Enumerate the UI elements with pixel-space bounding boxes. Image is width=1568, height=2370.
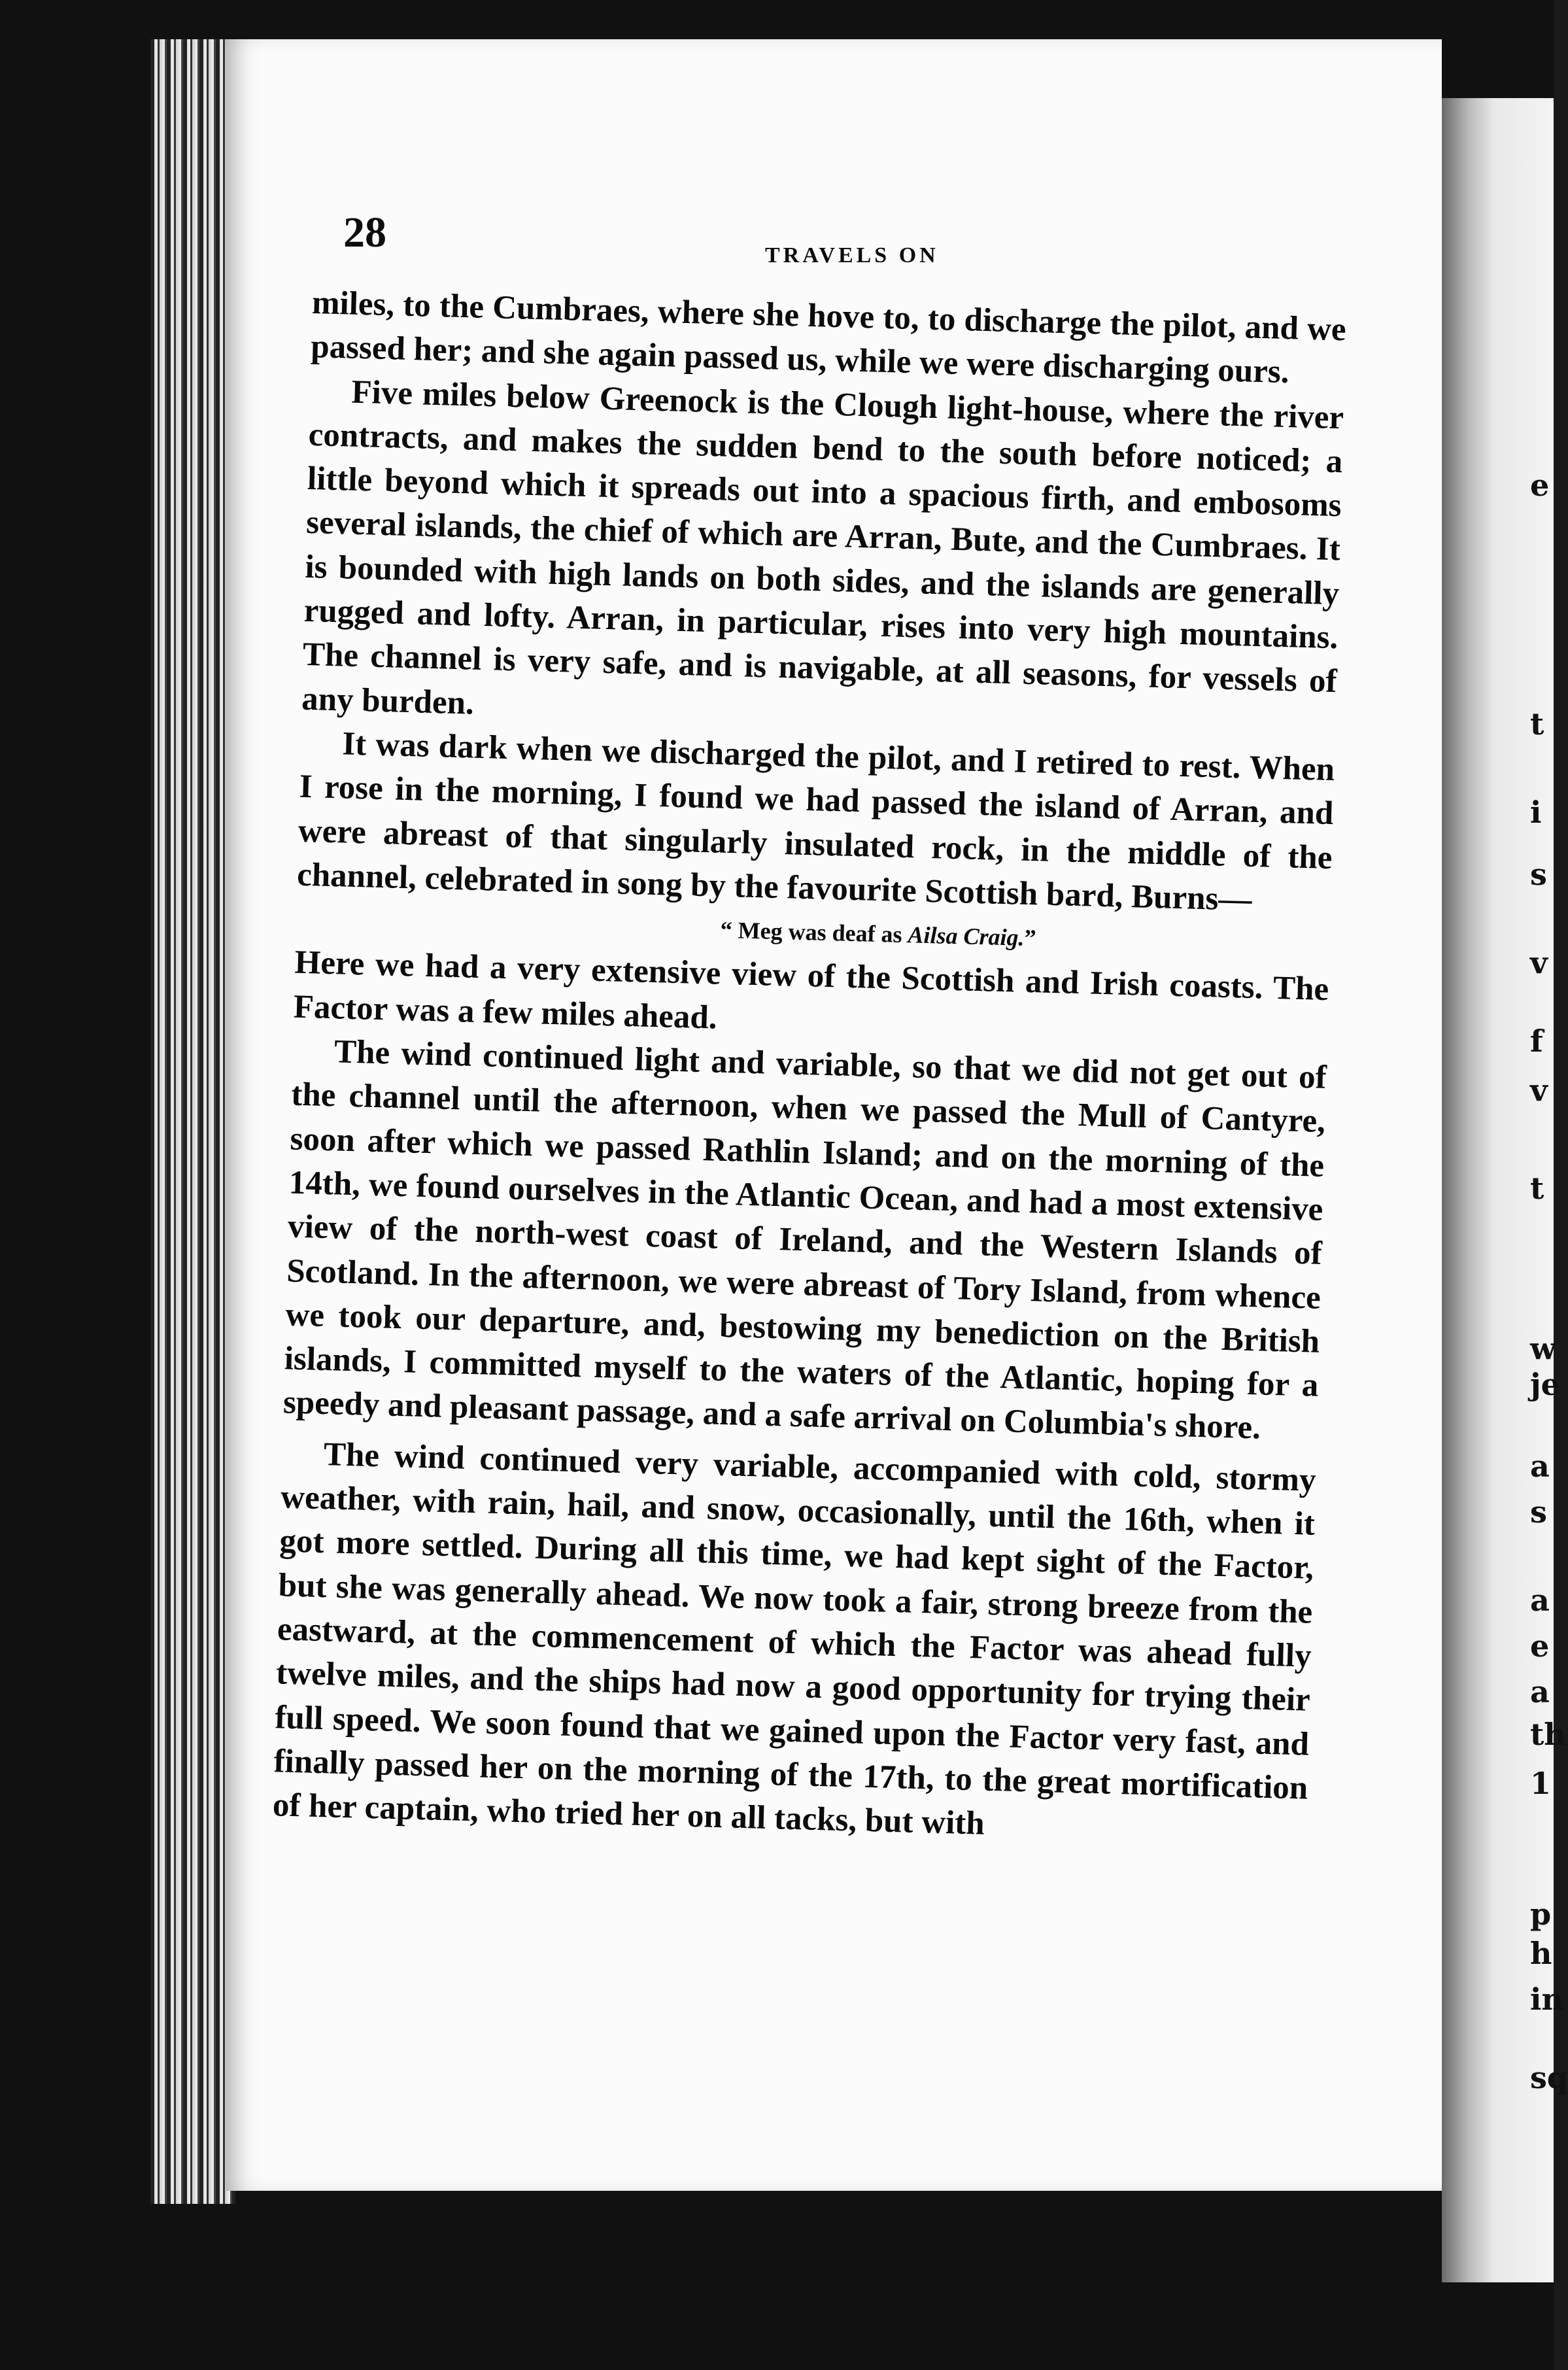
- facing-page-fragment: v: [1530, 1073, 1548, 1108]
- facing-page-text-fragments: [1530, 0, 1568, 2370]
- quote-close: ”: [1024, 925, 1037, 952]
- facing-page-fragment: je: [1530, 1367, 1560, 1402]
- body-text: [272, 281, 1346, 1855]
- facing-page-fragment: in: [1530, 1982, 1563, 2017]
- facing-page-fragment: t: [1530, 706, 1544, 742]
- facing-page-fragment: f: [1530, 1023, 1543, 1059]
- facing-page-fragment: s: [1530, 1494, 1547, 1530]
- facing-page-fragment: e: [1530, 1628, 1550, 1664]
- facing-page-fragment: p: [1530, 1897, 1552, 1932]
- paragraph: The wind continued very variable, accompanied with cold, stormy weather, with rain, hail, and snow, occasionally, until the 16th, when it got more settled. During all this time, we had kept sight of the Factor, but she was generally ahead. We now took a fair, strong breeze from the eastward, at the commencement of which the Factor was ahead fully twelve miles, and the ships had now a good opportunity for trying their full speed. We soon found that we gained upon the Factor very fast, and finally passed her on the morning of the 17th, to the great mortification of her captain, who tried her on all tacks, but with: [272, 1435, 1317, 1842]
- paragraph: The wind continued light and variable, so that we did not get out of the channel until the afternoon, when we passed the Mull of Cantyre, soon after which we passed Rathlin Island; and on the morning of the 14th, we found ourselves in the Atlantic Ocean, and had a most extensive view of the north-west coast of Ireland, and the Western Islands of Scotland. In the afternoon, we were abreast of Tory Island, from whence we took our departure, and, bestowing my benediction on the British islands, I committed myself to the waters of the Atlantic, hoping for a speedy and pleasant passage, and a safe arrival on Columbia's shore.: [282, 1033, 1327, 1447]
- paragraph: miles, to the Cumbraes, where she hove to, to discharge the pilot, and we passed her; and she again passed us, while we were discharging ours.: [310, 284, 1347, 391]
- paragraph: Here we had a very extensive view of the Scottish and Irish coasts. The Factor was a few miles ahead.: [293, 944, 1329, 1037]
- facing-page-fragment: e: [1530, 468, 1550, 503]
- facing-page-fragment: h: [1530, 1936, 1552, 1971]
- facing-page-fragment: 1: [1530, 1766, 1552, 1801]
- facing-page-fragment: i: [1530, 795, 1542, 830]
- facing-page-fragment: w: [1530, 1331, 1556, 1366]
- facing-page-fragment: a: [1530, 1449, 1550, 1484]
- quote-text: “ Meg was deaf as: [720, 916, 909, 948]
- facing-page-fragment: t: [1530, 1171, 1544, 1206]
- paragraph: It was dark when we discharged the pilot, and I retired to rest. When I rose in the morning, I found we had passed the island of Arran, and were abreast of that singularly insulated rock, in the middle of the channel, celebrated in song by the favourite Scottish bard, Burns—: [296, 725, 1335, 918]
- facing-page-fragment: v: [1530, 945, 1548, 980]
- quote-italic-text: Ailsa Craig.: [908, 921, 1025, 951]
- facing-page-fragment: s: [1530, 857, 1547, 892]
- facing-page-fragment: a: [1530, 1583, 1550, 1618]
- facing-page-fragment: th: [1530, 1717, 1566, 1752]
- running-title: TRAVELS ON: [765, 243, 939, 267]
- paragraph: Five miles below Greenock is the Clough light-house, where the river contracts, and makes the sudden bend to the south before noticed; a little beyond which it spreads out into a spacious firth, and embosoms several islands, the chief of which are Arran, Bute, and the Cumbraes. It is bounded with high lands on both sides, and the islands are generally rugged and lofty. Arran, in particular, rises into very high mountains. The channel is very safe, and is navigable, at all seasons, for vessels of any burden.: [301, 373, 1344, 722]
- book-page-edges: [150, 39, 235, 2204]
- facing-page-fragment: sq: [1530, 2060, 1568, 2095]
- page-number: 28: [343, 209, 386, 256]
- facing-page-fragment: a: [1530, 1674, 1550, 1709]
